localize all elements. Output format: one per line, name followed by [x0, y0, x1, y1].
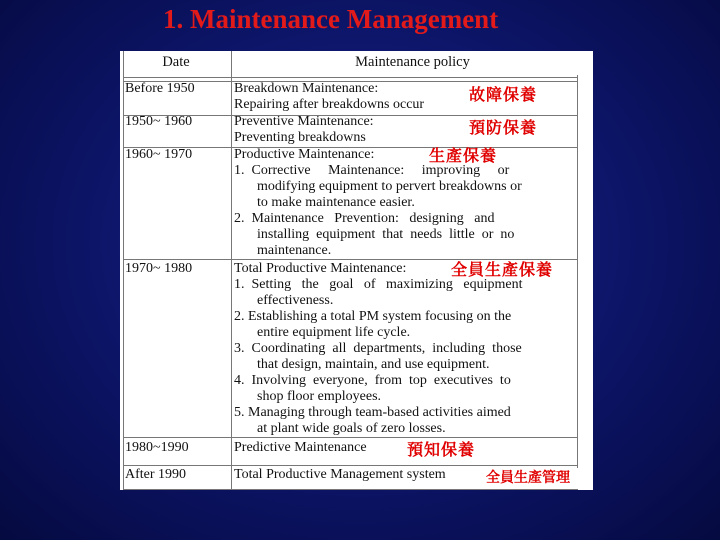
- date-cell: Before 1950: [125, 81, 195, 96]
- date-cell: 1960~ 1970: [125, 147, 193, 162]
- annotation-predictive-cn: 預知保養: [407, 440, 476, 459]
- date-cell: 1980~1990: [125, 440, 189, 455]
- table-border-bottom: [123, 489, 578, 490]
- policy-line: 2. Maintenance Prevention: designing and: [234, 211, 495, 226]
- header-date: Date: [162, 54, 190, 70]
- policy-line: entire equipment life cycle.: [257, 325, 411, 340]
- date-cell: After 1990: [125, 467, 187, 482]
- policy-line: Preventing breakdowns: [234, 130, 366, 145]
- policy-line: Productive Maintenance:: [234, 147, 375, 162]
- date-cell: 1970~ 1980: [125, 261, 193, 276]
- date-cell: 1950~ 1960: [125, 114, 193, 129]
- policy-line: Predictive Maintenance: [234, 440, 367, 455]
- policy-line: 1. Setting the goal of maximizing equipment: [234, 277, 523, 292]
- annotation-management-cn: 全員生產管理: [486, 470, 570, 486]
- row-rule: [123, 465, 578, 466]
- slide-title: 1. Maintenance Management: [163, 4, 499, 34]
- policy-line: modifying equipment to pervert breakdowns or: [257, 179, 522, 194]
- policy-line: installing equipment that needs little or no: [257, 227, 515, 242]
- table-border-right: [577, 75, 578, 468]
- annotation-productive-cn: 生產保養: [429, 146, 498, 165]
- table-border-left: [123, 51, 124, 490]
- policy-line: 3. Coordinating all departments, including those: [234, 341, 522, 356]
- annotation-preventive-cn: 預防保養: [469, 118, 538, 137]
- policy-line: 2. Establishing a total PM system focusing on the: [234, 309, 512, 324]
- annotation-breakdown-cn: 故障保養: [469, 85, 538, 104]
- policy-line: Preventive Maintenance:: [234, 114, 374, 129]
- policy-line: Total Productive Management system: [234, 467, 446, 482]
- policy-line: Breakdown Maintenance:: [234, 81, 379, 96]
- annotation-tpm-cn: 全員生產保養: [451, 260, 554, 279]
- policy-line: at plant wide goals of zero losses.: [257, 421, 446, 436]
- row-rule: [123, 437, 578, 438]
- policy-line: that design, maintain, and use equipment.: [257, 357, 490, 372]
- header-policy: Maintenance policy: [355, 54, 470, 70]
- policy-line: shop floor employees.: [257, 389, 382, 404]
- policy-line: to make maintenance easier.: [257, 195, 415, 210]
- policy-line: Total Productive Maintenance:: [234, 261, 407, 276]
- policy-line: 1. Corrective Maintenance: improving or: [234, 163, 510, 178]
- policy-line: 4. Involving everyone, from top executives to: [234, 373, 511, 388]
- policy-line: effectiveness.: [257, 293, 334, 308]
- policy-line: Repairing after breakdowns occur: [234, 97, 425, 112]
- policy-line: 5. Managing through team-based activities aimed: [234, 405, 511, 420]
- policy-line: maintenance.: [257, 243, 332, 258]
- table-column-divider: [231, 51, 232, 490]
